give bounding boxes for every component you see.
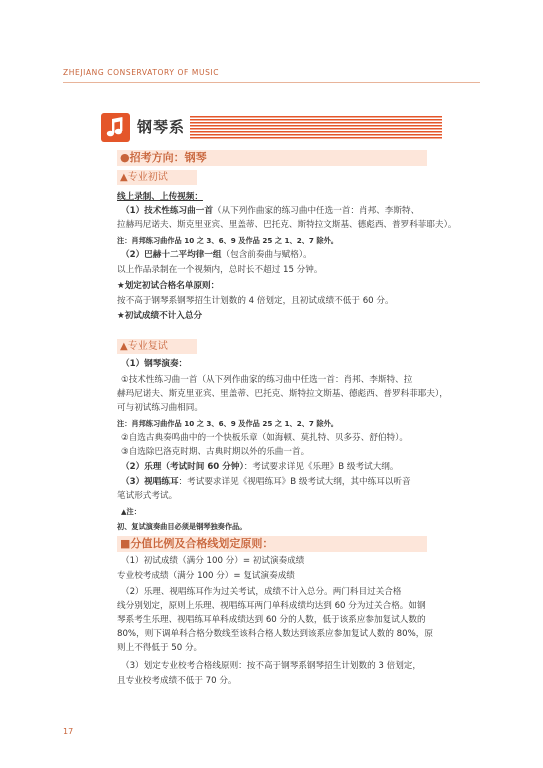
theory-label: （2）乐理（考试时间 60 分钟）: [121, 462, 244, 472]
retest-heading-bar: [117, 339, 197, 354]
scoring-item-1: （1）初试成绩（满分 100 分）= 初试演奏成绩: [121, 556, 305, 566]
prelim-item-1-note: 注：肖邦练习曲作品 10 之 3、6、9 及作品 25 之 1、2、7 除外。: [117, 236, 338, 245]
prelim-item-1: [121, 205, 419, 217]
prelim-heading-bar: [117, 170, 197, 185]
theory-desc: ：考试要求详见《乐理》B 级考试大纲。: [243, 462, 399, 472]
sight-singing-exam: [121, 476, 411, 488]
scoring-item-2b: 线分别划定，原则上乐理、视唱练耳两门单科成绩均达到 60 分为过关合格。如钢: [117, 601, 426, 611]
retest-item-1-note: 注：肖邦练习曲作品 10 之 3、6、9 及作品 25 之 1、2、7 除外。: [117, 419, 338, 428]
retest-note-text: 初、复试演奏曲目必须是钢琴独奏作品。: [117, 522, 247, 531]
scoring-heading: ■分值比例及合格线划定原则：: [120, 537, 274, 550]
retest-item-3: ③自选除巴洛克时期、古典时期以外的乐曲一首。: [121, 447, 310, 457]
header-divider: [63, 82, 480, 83]
prelim-rule-2: ★初试成绩不计入总分: [117, 311, 203, 321]
prelim-rule-text: 按不高于钢琴系钢琴招生计划数的 4 倍划定，且初试成绩不低于 60 分。: [117, 296, 394, 306]
title-decoration: [190, 116, 442, 140]
direction-heading: ●招考方向：钢琴: [120, 151, 207, 164]
sight-label: （3）视唱练耳: [121, 477, 179, 487]
scoring-item-2e: 则上不得低于 50 分。: [117, 643, 203, 653]
retest-item-1-cont: 赫玛尼诺夫、斯克里亚宾、里盖蒂、巴托克、斯特拉文斯基、德彪西、普罗科菲耶夫），: [117, 389, 448, 399]
music-note-icon: [101, 113, 130, 142]
page-number: 17: [63, 727, 74, 736]
scoring-item-2: （2）乐理、视唱练耳作为过关考试，成绩不计入总分。两门科目过关合格: [121, 587, 402, 597]
scoring-item-1b: 专业校考成绩（满分 100 分）= 复试演奏成绩: [117, 571, 295, 581]
prelim-item-1-label: （1）技术性练习曲一首: [121, 206, 213, 216]
record-note: 以上作品录制在一个视频内，总时长不超过 15 分钟。: [117, 265, 323, 275]
prelim-item-2-label: （2）巴赫十二平均律一组: [121, 250, 222, 260]
prelim-item-1-cont: 拉赫玛尼诺夫、斯克里亚宾、里盖蒂、巴托克、斯特拉文斯基、德彪西、普罗科菲耶夫）。: [117, 220, 457, 230]
retest-item-1-cont2: 可与初试练习曲相同。: [117, 403, 203, 413]
department-title: 钢琴系: [137, 118, 186, 136]
scoring-item-2c: 琴系考生乐理、视唱练耳单科成绩达到 60 分的人数，低于该系应参加复试人数的: [117, 615, 426, 625]
direction-heading-bar: [117, 150, 427, 166]
prelim-item-2: [121, 249, 312, 261]
prelim-rule-title: ★划定初试合格名单原则：: [117, 281, 220, 291]
prelim-heading: ▲专业初试: [120, 172, 168, 183]
upload-instruction: 线上录制、上传视频：: [117, 192, 203, 202]
scoring-heading-bar: [117, 536, 427, 552]
sight-singing-cont: 笔试形式考试。: [117, 491, 178, 501]
prelim-item-1-desc: （从下列作曲家的练习曲中任选一首：肖邦、李斯特、: [212, 206, 420, 216]
piano-performance-label: （1）钢琴演奏：: [121, 359, 188, 369]
scoring-item-3b: 且专业校考成绩不低于 70 分。: [117, 676, 237, 686]
retest-item-1: ①技术性练习曲一首（从下列作曲家的练习曲中任选一首：肖邦、李斯特、拉: [121, 375, 413, 385]
page-header-title: ZHEJIANG CONSERVATORY OF MUSIC: [63, 68, 220, 77]
scoring-item-3: （3）划定专业校考合格线原则：按不高于钢琴系钢琴招生计划数的 3 倍划定，: [121, 661, 421, 671]
prelim-item-2-desc: （包含前奏曲与赋格）。: [221, 250, 312, 260]
retest-heading: ▲专业复试: [120, 341, 168, 352]
retest-note-title: ▲注：: [121, 507, 141, 516]
sight-desc: ：考试要求详见《视唱练耳》B 级考试大纲，其中练耳以听音: [178, 477, 411, 487]
retest-item-2: ②自选古典奏鸣曲中的一个快板乐章（如海顿、莫扎特、贝多芬、舒伯特）。: [121, 433, 408, 443]
theory-exam: [121, 461, 398, 473]
scoring-item-2d: 80%，则下调单科合格分数线至该科合格人数达到该系应参加复试人数的 80%，原: [117, 629, 433, 639]
